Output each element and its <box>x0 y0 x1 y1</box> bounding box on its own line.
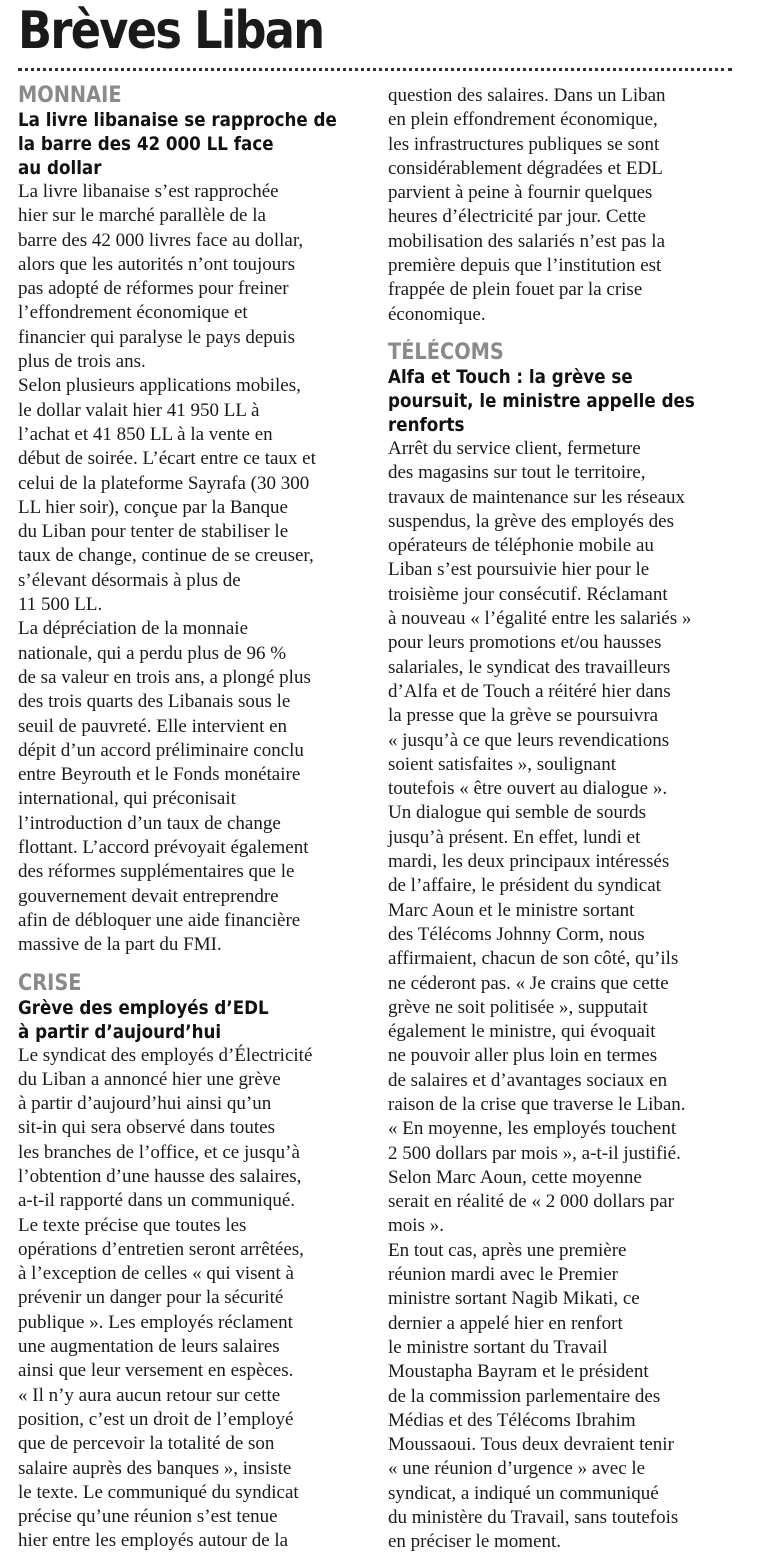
article-kicker: MONNAIE <box>18 83 122 108</box>
article-headline: Grève des employés d’EDL à partir d’aujourd’hui <box>18 996 269 1043</box>
article-body: Le syndicat des employés d’Électricité du Liban a annoncé hier une grève à partir d’aujourd’hui ainsi qu’un sit-in qui sera observé dans toutes les branches de l’office, et ce jusqu’à l’obtention d’une hausse des salaires, a-t-il rapporté dans un communiqué. Le texte précise que toutes les opérations d’entretien seront arrêtées, à l’exception de celles « qui visent à prévenir un danger pour la sécurité publique ». Les employés réclament une augmentation de leurs salaires ainsi que leur versement en espèces. « Il n’y aura aucun retour sur cette position, c’est un droit de l’employé que de percevoir la totalité de son salaire auprès des banques », insiste le texte. Le communiqué du syndicat précise qu’une réunion s’est tenue hier entre les employés autour de la <box>18 1044 313 1552</box>
right-column <box>388 84 733 1555</box>
article-spacer <box>388 327 733 341</box>
article-kicker: CRISE <box>18 970 82 996</box>
article-body: La livre libanaise s’est rapprochée hier sur le marché parallèle de la barre des 42 000 livres face au dollar, alors que les autorités n’ont toujours pas adopté de réformes pour freiner l’effondrement économique et financier qui paralyse le pays depuis plus de trois ans. Selon plusieurs applications mobiles, le dollar valait hier 41 950 LL à l’achat et 41 850 LL à la vente en début de soirée. L’écart entre ce taux et celui de la plateforme Sayrafa (30 300 LL hier soir), conçue par la Banque du Liban pour tenter de stabiliser le taux de change, continue de se creuser, s’élevant désormais à plus de 11 500 LL. La dépréciation de la monnaie nationale, qui a perdu plus de 96 % de sa valeur en trois ans, a plongé plus des trois quarts des Libanais sous le seuil de pauvreté. Elle intervient en dépit d’un accord préliminaire conclu entre Beyrouth et le Fonds monétaire international, qui préconisait l’introduction d’un taux de change flottant. L’accord prévoyait également des réformes supplémentaires que le gouvernement devait entreprendre afin de débloquer une aide financière massive de la part du FMI. <box>18 181 316 956</box>
article-headline: La livre libanaise se rapproche de la barre des 42 000 LL face au dollar <box>18 109 337 179</box>
article-monnaie <box>18 84 363 958</box>
article-body: Arrêt du service client, fermeture des magasins sur tout le territoire, travaux de maintenance sur les réseaux suspendus, la grève des employés des opérateurs de téléphonie mobile au Liban s’est poursuivie hier pour le troisième jour consécutif. Réclamant à nouveau « l’égalité entre les salariés » pour leurs promotions et/ou hausses salariales, le syndicat des travailleurs d’Alfa et de Touch a réitéré hier dans la presse que la grève se poursuivra « jusqu’à ce que leurs revendications soient satisfaites », soulignant toutefois « être ouvert au dialogue ». Un dialogue qui semble de sourds jusqu’à présent. En effet, lundi et mardi, les deux principaux intéressés de l’affaire, le président du syndicat Marc Aoun et le ministre sortant des Télécoms Johnny Corm, nous affirmaient, chacun de son côté, qu’ils ne céderont pas. « Je crains que cette grève ne soit politisée », supputait également le ministre, qui évoquait ne pouvoir aller plus loin en termes de salaires et d’avantages sociaux en raison de la crise que traverse le Liban. « En moyenne, les employés touchent 2 500 dollars par mois », a-t-il justifié. Selon Marc Aoun, cette moyenne serait en réalité de « 2 000 dollars par mois ». En tout cas, après une première réunion mardi avec le Premier ministre sortant Nagib Mikati, ce dernier a appelé hier en renfort le ministre sortant du Travail Moustapha Bayram et le président de la commission parlementaire des Médias et des Télécoms Ibrahim Moussaoui. Tous deux devraient tenir « une réunion d’urgence » avec le syndicat, a indiqué un communiqué du ministère du Travail, sans toutefois en préciser le moment. <box>388 437 692 1553</box>
article-crise-continued <box>388 84 733 327</box>
page-title: Brèves Liban <box>18 1 324 61</box>
article-spacer <box>18 958 363 972</box>
title-divider <box>18 68 732 71</box>
article-body-continued: question des salaires. Dans un Liban en plein effondrement économique, les infrastructures publiques se sont considérablement dégradées et EDL parvient à peine à fournir quelques heures d’électricité par jour. Cette mobilisation des salariés n’est pas la première depuis que l’institution est frappée de plein fouet par la crise économique. <box>388 85 666 325</box>
article-headline: Alfa et Touch : la grève se poursuit, le ministre appelle des renforts <box>388 365 695 436</box>
left-column <box>18 84 363 1554</box>
article-telecoms <box>388 341 733 1555</box>
article-crise <box>18 972 363 1554</box>
article-kicker: TÉLÉCOMS <box>388 339 504 365</box>
